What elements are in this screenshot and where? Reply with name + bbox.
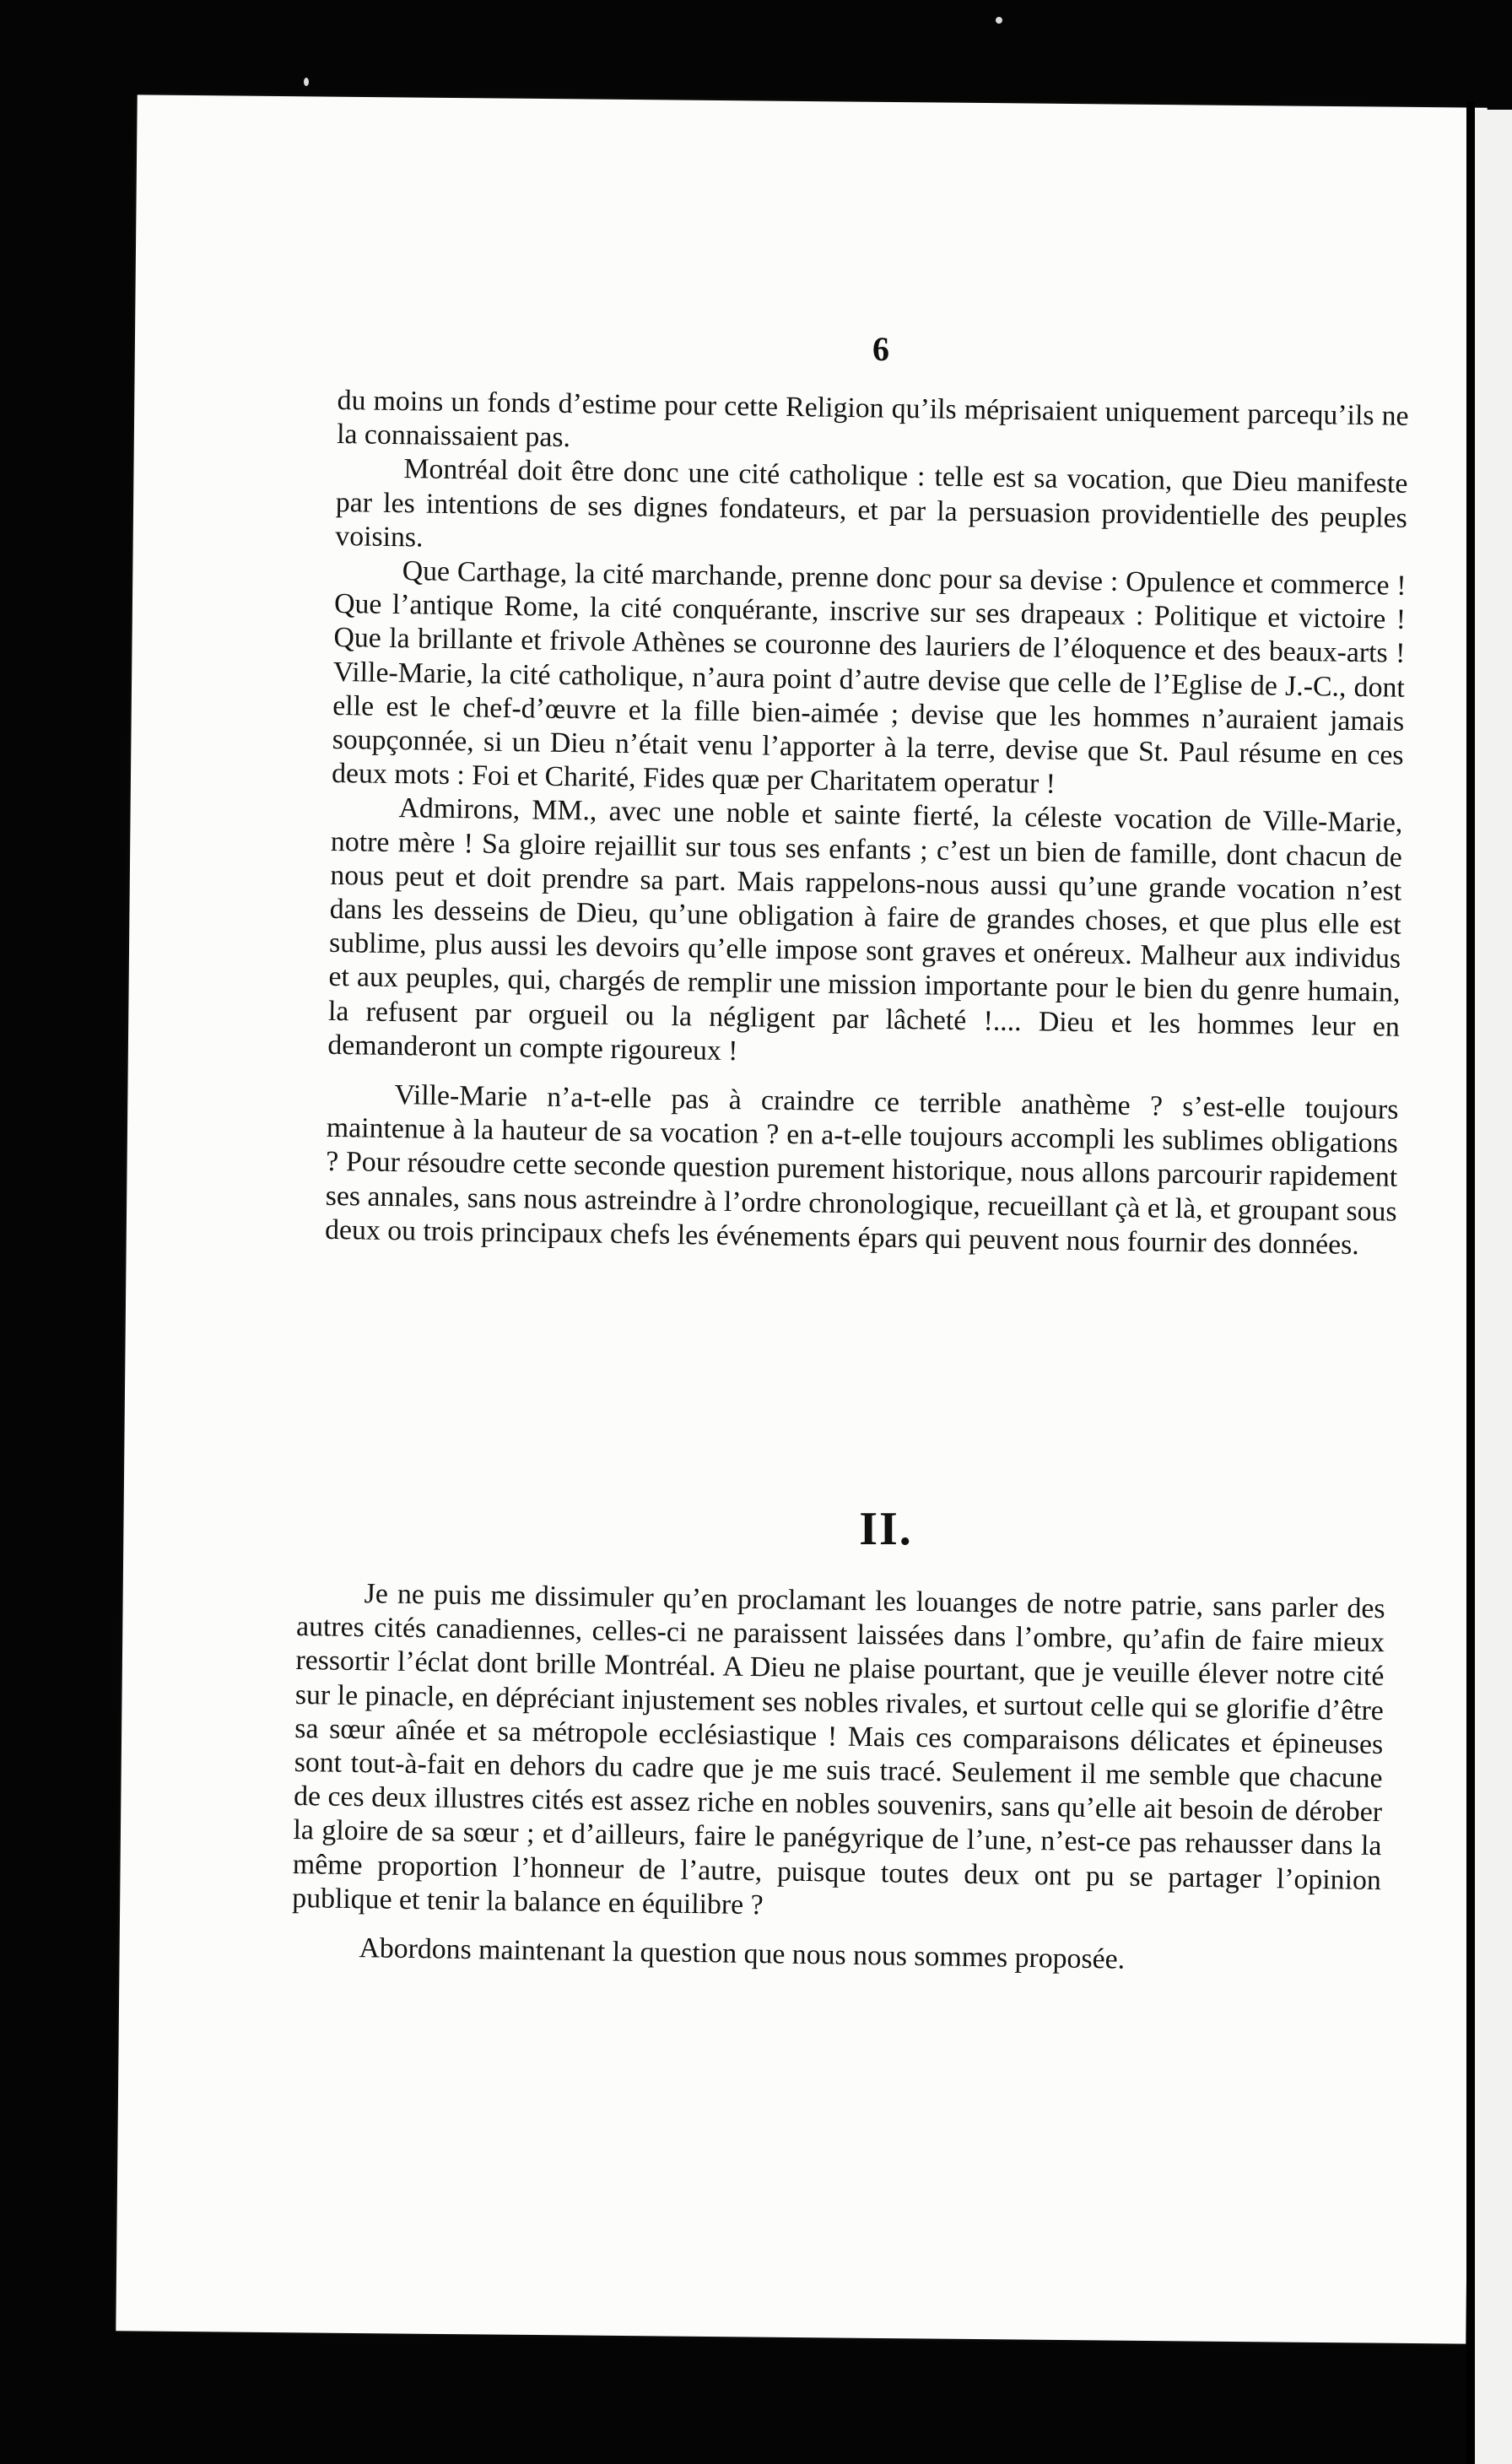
adjacent-page-edge [1475, 110, 1512, 2464]
body-text-part2 [291, 1576, 1385, 1980]
paragraph: Je ne puis me dissimuler qu’en proclamant les louanges de notre patrie, sans parler des autres cités canadiennes, celles-ci ne paraissent laissées dans l’ombre, qu’afin de faire mieux ressortir l’éclat dont brille Montréal. A Dieu ne plaise pourtant, que je veuille élever notre cité sur le pinacle, en dépréciant injustement ses nobles rivales, et surtout celle qui se glorifie d’être sa sœur aînée et sa métropole ecclésiastique ! Mais ces comparaisons délicates et épineuses sont tout-à-fait en dehors du cadre que je me suis tracé. Seulement il me semble que chacune de ces deux illustres cités est assez riche en nobles souvenirs, sans qu’elle ait besoin de dérober la gloire de sa sœur ; et d’ailleurs, faire le panégyrique de l’une, n’est-ce pas rehausser dans la même proportion l’honneur de l’autre, puisque toutes deux ont pu se partager l’opinion publique et tenir la balance en équilibre ? [292, 1578, 1385, 1921]
scan-speck [304, 78, 309, 86]
body-text-part1 [325, 384, 1409, 1263]
paragraph: Montréal doit être donc une cité catholique : telle est sa vocation, que Dieu manifeste par les intentions de ses dignes fondateurs, et par la persuasion providentielle des peuples voisins. [335, 453, 1408, 554]
paragraph: Ville-Marie n’a-t-elle pas à craindre ce terrible anathème ? s’est-elle toujours maintenue à la hauteur de sa vocation ? en a-t-elle toujours accompli les sublimes obligations ? Pour résoudre cette seconde question purement historique, nous allons parcourir rapidement ses annales, sans nous astreindre à l’ordre chronologique, recueillant çà et là, et groupant sous deux ou trois principaux chefs les événements épars qui peuvent nous fournir des données. [324, 1079, 1399, 1261]
page-gutter-shadow [1466, 101, 1475, 2464]
scan-speck [996, 17, 1002, 24]
section-heading: II. [859, 1503, 913, 1555]
paragraph: Que Carthage, la cité marchande, prenne donc pour sa devise : Opulence et commerce ! Que l’antique Rome, la cité conquérante, inscrive sur ses drapeaux : Politique et victoire ! Que la brillante et frivole Athènes se couronne des lauriers de l’éloquence et des beaux-arts ! Ville-Marie, la cité catholique, n’aura point d’autre devise que celle de l’Eglise de J.-C., dont elle est le chef-d’œuvre et la fille bien-aimée ; devise que les hommes n’auraient jamais soupçonnée, si un Dieu n’était venu l’apporter à la terre, devise que St. Paul résume en ces deux mots : Foi et Charité, Fides quæ per Charitatem operatur ! [331, 555, 1407, 800]
paragraph: Admirons, MM., avec une noble et sainte fierté, la céleste vocation de Ville-Marie, notre mère ! Sa gloire rejaillit sur tous ses enfants ; c’est un bien de famille, dont chacun de nous peut et doit prendre sa part. Mais rappelons-nous aussi qu’une grande vocation n’est dans les desseins de Dieu, qu’une obligation à faire de grandes choses, et que plus elle est sublime, plus aussi les devoirs qu’elle impose sont graves et onéreux. Malheur aux individus et aux peuples, qui, chargés de remplir une mission importante pour le bien du genre humain, la refusent par orgueil ou la négligent par lâcheté !.... Dieu et les hommes leur en demanderont un compte rigoureux ! [327, 792, 1403, 1067]
paragraph: Abordons maintenant la question que nous nous sommes proposée. [359, 1932, 1126, 1975]
page-number: 6 [872, 330, 889, 368]
paragraph: du moins un fonds d’estime pour cette Religion qu’ils méprisaient uniquement parcequ’ils ne la connaissaient pas. [336, 384, 1409, 454]
